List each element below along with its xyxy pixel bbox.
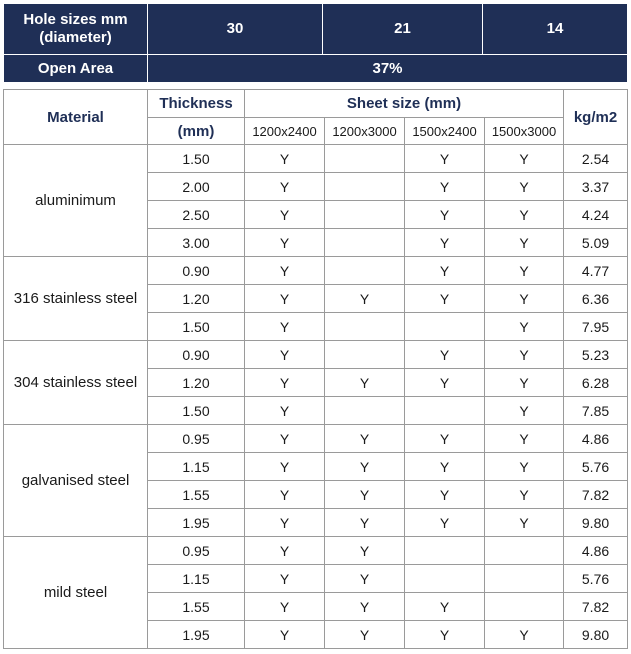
availability-cell: Y <box>405 145 485 173</box>
kg-value: 4.77 <box>564 257 628 285</box>
availability-cell: Y <box>405 369 485 397</box>
availability-cell: Y <box>485 481 564 509</box>
availability-cell <box>325 257 405 285</box>
thickness-value: 1.20 <box>148 285 245 313</box>
availability-cell: Y <box>245 285 325 313</box>
kg-value: 4.86 <box>564 537 628 565</box>
availability-cell <box>405 565 485 593</box>
availability-cell: Y <box>405 257 485 285</box>
availability-cell: Y <box>245 537 325 565</box>
availability-cell: Y <box>405 285 485 313</box>
kg-value: 5.76 <box>564 453 628 481</box>
availability-cell: Y <box>245 593 325 621</box>
availability-cell <box>325 313 405 341</box>
thickness-value: 2.00 <box>148 173 245 201</box>
availability-cell: Y <box>325 621 405 649</box>
material-rows <box>4 145 628 649</box>
availability-cell: Y <box>245 565 325 593</box>
kg-value: 7.82 <box>564 593 628 621</box>
hole-sizes-label-line1: Hole sizes mm <box>23 11 128 28</box>
availability-cell <box>405 397 485 425</box>
availability-cell: Y <box>245 145 325 173</box>
availability-cell: Y <box>485 145 564 173</box>
hole-size-header-table <box>3 3 628 83</box>
kg-value: 7.82 <box>564 481 628 509</box>
availability-cell: Y <box>485 369 564 397</box>
availability-cell: Y <box>245 453 325 481</box>
material-name: 316 stainless steel <box>4 257 148 341</box>
availability-cell: Y <box>485 257 564 285</box>
availability-cell: Y <box>405 173 485 201</box>
kg-value: 6.36 <box>564 285 628 313</box>
kg-value: 6.28 <box>564 369 628 397</box>
availability-cell: Y <box>325 481 405 509</box>
availability-cell: Y <box>485 509 564 537</box>
availability-cell: Y <box>245 201 325 229</box>
open-area-value: 37% <box>148 55 628 83</box>
availability-cell: Y <box>405 341 485 369</box>
availability-cell: Y <box>405 201 485 229</box>
kg-value: 4.86 <box>564 425 628 453</box>
thickness-value: 1.95 <box>148 621 245 649</box>
sheet-size-header: 1200x3000 <box>325 118 405 145</box>
table-row <box>4 145 628 173</box>
sheet-size-header: 1500x3000 <box>485 118 564 145</box>
thickness-value: 1.15 <box>148 453 245 481</box>
thickness-value: 0.90 <box>148 341 245 369</box>
availability-cell <box>485 593 564 621</box>
availability-cell: Y <box>405 509 485 537</box>
kg-value: 7.95 <box>564 313 628 341</box>
availability-cell: Y <box>245 509 325 537</box>
hole-sizes-label-line2: (diameter) <box>39 29 112 46</box>
availability-cell <box>325 229 405 257</box>
availability-cell: Y <box>245 257 325 285</box>
availability-cell: Y <box>485 229 564 257</box>
kg-value: 5.76 <box>564 565 628 593</box>
availability-cell: Y <box>405 621 485 649</box>
availability-cell: Y <box>485 397 564 425</box>
hole-size-value: 21 <box>323 4 483 55</box>
kg-value: 9.80 <box>564 621 628 649</box>
availability-cell: Y <box>405 453 485 481</box>
sheet-size-header: 1200x2400 <box>245 118 325 145</box>
availability-cell: Y <box>485 313 564 341</box>
thickness-value: 1.55 <box>148 481 245 509</box>
availability-cell: Y <box>245 229 325 257</box>
hole-size-value: 14 <box>483 4 628 55</box>
availability-cell <box>325 173 405 201</box>
thickness-value: 1.15 <box>148 565 245 593</box>
availability-cell: Y <box>245 397 325 425</box>
availability-cell: Y <box>485 341 564 369</box>
availability-cell <box>405 313 485 341</box>
kg-value: 2.54 <box>564 145 628 173</box>
availability-cell: Y <box>485 621 564 649</box>
availability-cell: Y <box>325 285 405 313</box>
availability-cell: Y <box>325 537 405 565</box>
thickness-value: 1.55 <box>148 593 245 621</box>
material-name: galvanised steel <box>4 425 148 537</box>
availability-cell: Y <box>485 173 564 201</box>
open-area-label: Open Area <box>4 55 148 83</box>
thickness-value: 0.95 <box>148 425 245 453</box>
thickness-value: 0.90 <box>148 257 245 285</box>
availability-cell <box>325 145 405 173</box>
availability-cell: Y <box>325 453 405 481</box>
availability-cell: Y <box>245 481 325 509</box>
kg-value: 9.80 <box>564 509 628 537</box>
availability-cell: Y <box>485 285 564 313</box>
availability-cell: Y <box>245 621 325 649</box>
availability-cell: Y <box>245 369 325 397</box>
availability-cell <box>325 201 405 229</box>
material-name: mild steel <box>4 537 148 649</box>
availability-cell: Y <box>485 425 564 453</box>
availability-cell: Y <box>325 369 405 397</box>
column-header-sheet-size: Sheet size (mm) <box>245 90 564 118</box>
availability-cell: Y <box>325 565 405 593</box>
availability-cell: Y <box>405 481 485 509</box>
availability-cell: Y <box>405 229 485 257</box>
availability-cell: Y <box>325 593 405 621</box>
thickness-value: 1.50 <box>148 313 245 341</box>
kg-value: 5.23 <box>564 341 628 369</box>
availability-cell <box>485 565 564 593</box>
table-row <box>4 537 628 565</box>
column-header-thickness-unit: (mm) <box>148 118 245 145</box>
availability-cell: Y <box>485 453 564 481</box>
availability-cell <box>405 537 485 565</box>
availability-cell: Y <box>405 425 485 453</box>
column-header-thickness: Thickness <box>148 90 245 118</box>
thickness-value: 3.00 <box>148 229 245 257</box>
table-row <box>4 341 628 369</box>
column-header-kg: kg/m2 <box>564 90 628 145</box>
kg-value: 5.09 <box>564 229 628 257</box>
material-spec-table <box>3 89 628 649</box>
hole-size-value: 30 <box>148 4 323 55</box>
availability-cell <box>485 537 564 565</box>
availability-cell: Y <box>245 425 325 453</box>
availability-cell: Y <box>405 593 485 621</box>
column-header-material: Material <box>4 90 148 145</box>
availability-cell: Y <box>485 201 564 229</box>
thickness-value: 1.20 <box>148 369 245 397</box>
thickness-value: 1.50 <box>148 145 245 173</box>
availability-cell: Y <box>325 509 405 537</box>
sheet-size-header: 1500x2400 <box>405 118 485 145</box>
kg-value: 4.24 <box>564 201 628 229</box>
material-name: aluminimum <box>4 145 148 257</box>
availability-cell <box>325 397 405 425</box>
thickness-value: 2.50 <box>148 201 245 229</box>
thickness-value: 1.95 <box>148 509 245 537</box>
kg-value: 7.85 <box>564 397 628 425</box>
kg-value: 3.37 <box>564 173 628 201</box>
table-row <box>4 257 628 285</box>
table-row <box>4 425 628 453</box>
material-name: 304 stainless steel <box>4 341 148 425</box>
thickness-value: 0.95 <box>148 537 245 565</box>
hole-sizes-label <box>4 4 148 55</box>
availability-cell: Y <box>245 341 325 369</box>
thickness-value: 1.50 <box>148 397 245 425</box>
availability-cell: Y <box>245 173 325 201</box>
availability-cell: Y <box>325 425 405 453</box>
availability-cell: Y <box>245 313 325 341</box>
availability-cell <box>325 341 405 369</box>
